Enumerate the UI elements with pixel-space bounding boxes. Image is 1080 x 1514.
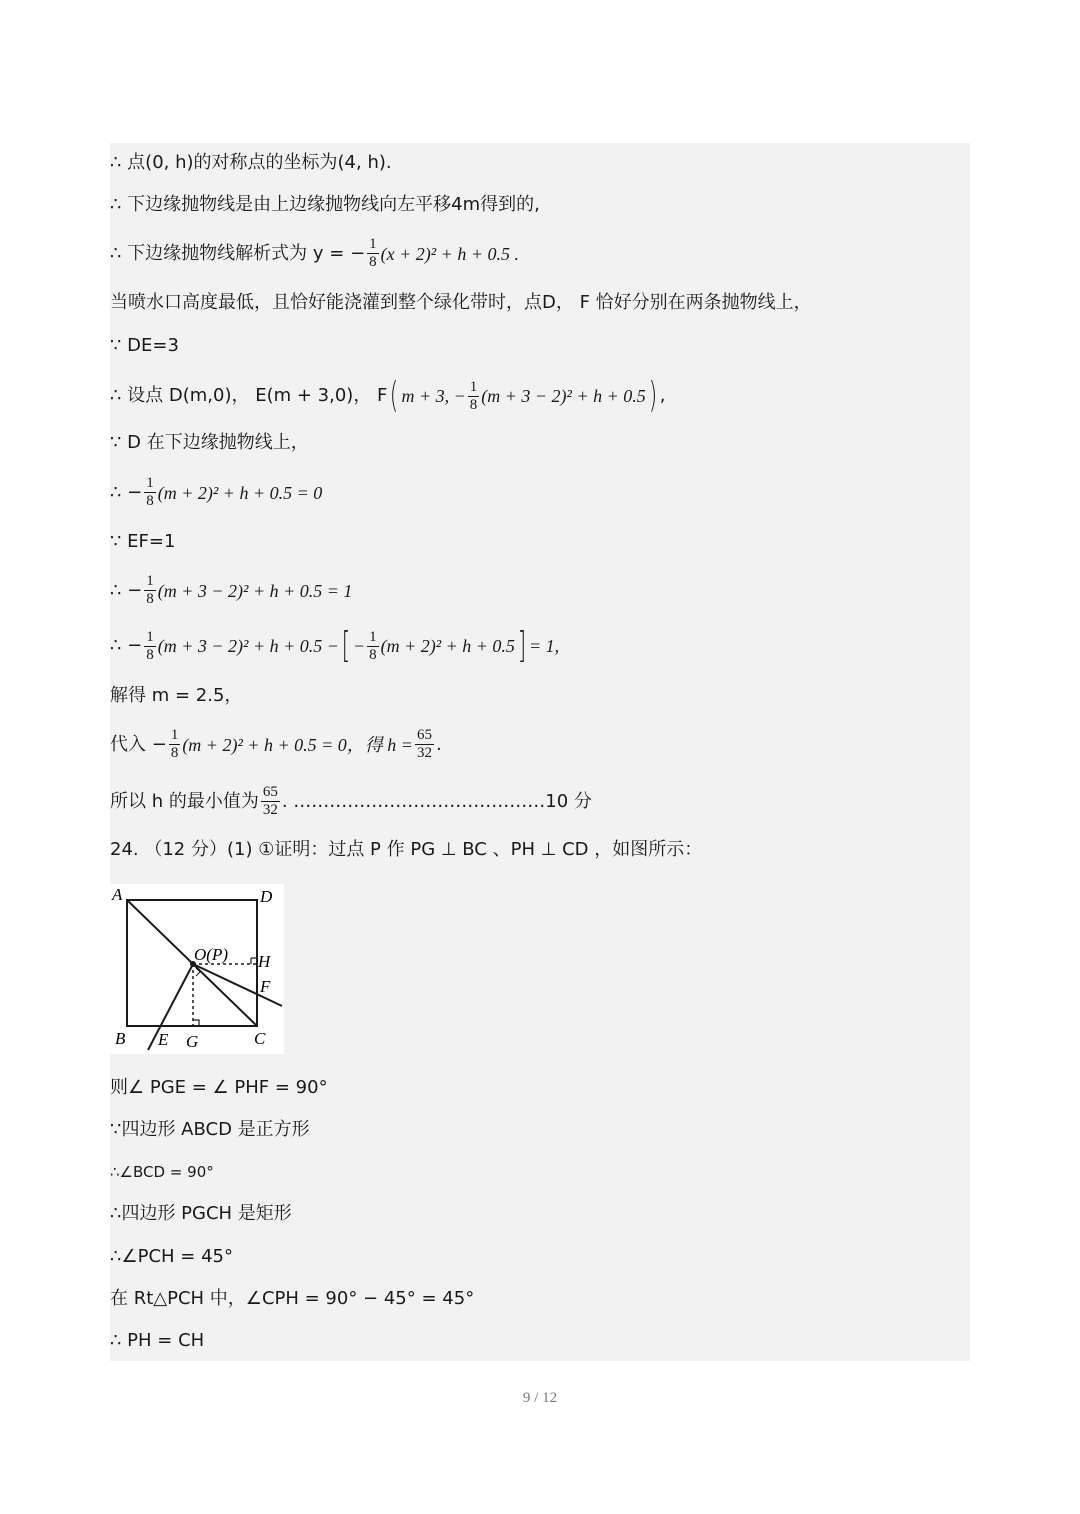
line-eq1 <box>110 475 322 510</box>
denominator: 8 <box>146 646 154 663</box>
line-minimum <box>110 784 592 819</box>
numerator: 1 <box>369 236 377 252</box>
square-diagram <box>110 884 284 1054</box>
line-q24 <box>110 838 702 862</box>
text: ∴四边形 PGCH 是矩形 <box>110 1203 292 1224</box>
line-points <box>110 375 666 416</box>
fraction <box>144 475 156 510</box>
line-de <box>110 334 179 358</box>
numerator: 1 <box>369 628 377 645</box>
fraction <box>367 236 379 271</box>
line-eq2 <box>110 573 352 608</box>
text: ∵ EF=1 <box>110 531 176 552</box>
text: . ……………………………………10 分 <box>281 790 592 812</box>
text: ∵ D 在下边缘抛物线上， <box>110 432 309 453</box>
denominator: 32 <box>262 802 278 818</box>
text: (x + 2)² + h + 0.5 . <box>380 243 519 264</box>
text: 所以 h 的最小值为 <box>110 790 259 812</box>
label-d: D <box>260 887 273 906</box>
text: ∴∠PCH = 45° <box>110 1246 233 1267</box>
line-condition <box>110 291 812 315</box>
text: ∵四边形 ABCD 是正方形 <box>110 1119 310 1140</box>
text: . <box>435 733 442 755</box>
denominator: 8 <box>146 591 154 607</box>
fraction <box>144 573 156 608</box>
text: ∴ − <box>110 635 143 656</box>
text: (m + 3 − 2)² + h + 0.5 <box>481 386 646 406</box>
fraction <box>169 727 181 762</box>
numerator: 1 <box>170 727 179 743</box>
label-c: C <box>254 1029 266 1048</box>
fraction <box>468 379 480 414</box>
text: = 1, <box>528 636 560 656</box>
line-pch <box>110 1245 233 1269</box>
text: 解得 m = 2.5， <box>110 685 243 706</box>
denominator: 8 <box>146 493 154 509</box>
line-rectangle <box>110 1202 292 1226</box>
label-o: O(P) <box>194 945 228 964</box>
line-ef <box>110 530 175 554</box>
text: ∴ 点(0, h)的对称点的坐标为(4, h). <box>110 152 392 173</box>
line-translation <box>110 193 540 217</box>
denominator: 8 <box>369 254 377 270</box>
label-e: E <box>158 1030 169 1049</box>
text: ∴∠BCD = 90° <box>110 1163 214 1181</box>
text: ∴ PH = CH <box>110 1330 205 1351</box>
denominator: 8 <box>469 396 478 413</box>
numerator: 65 <box>262 784 278 800</box>
line-bcd <box>110 1160 214 1184</box>
label-f: F <box>260 977 271 996</box>
text: ∵ DE=3 <box>110 335 179 356</box>
text: (m + 2)² + h + 0.5 = 0 <box>157 482 323 503</box>
fraction <box>144 629 156 664</box>
denominator: 8 <box>369 646 377 663</box>
page-number: 9 / 12 <box>522 1390 558 1406</box>
text: 在 Rt△PCH 中，∠CPH = 90° − 45° = 45° <box>110 1288 475 1309</box>
label-b: B <box>115 1029 126 1048</box>
fraction <box>367 629 379 664</box>
text: 代入 − <box>110 733 167 755</box>
line-solve-m <box>110 684 242 708</box>
text: (m + 2)² + h + 0.5 = 0，得 h = <box>182 734 413 755</box>
numerator: 1 <box>146 475 154 491</box>
line-angles <box>110 1076 328 1100</box>
line-cph <box>110 1287 474 1311</box>
numerator: 65 <box>416 727 432 743</box>
text: , <box>659 385 666 406</box>
line-d-on-parabola <box>110 431 309 455</box>
text: ∴ 设点 D(m,0)， E(m + 3,0)， F <box>110 385 388 406</box>
bracket: [ <box>341 625 351 666</box>
paren: ( <box>390 375 399 416</box>
text: 24. （12 分）(1) ①证明：过点 P 作 PG ⊥ BC 、PH ⊥ CD ，如图所示： <box>110 839 703 860</box>
text: ∴ 下边缘抛物线解析式为 y = − <box>110 242 366 264</box>
label-h: H <box>258 952 271 971</box>
paren: ) <box>648 375 657 416</box>
line-substitute <box>110 727 442 762</box>
label-g: G <box>186 1032 199 1051</box>
text: (m + 3 − 2)² + h + 0.5 − <box>157 636 339 656</box>
text: 则∠ PGE = ∠ PHF = 90° <box>110 1077 328 1098</box>
line-eq3 <box>110 625 560 666</box>
fraction <box>415 727 434 762</box>
label-a: A <box>112 885 123 904</box>
denominator: 8 <box>170 745 179 761</box>
geometry-figure <box>110 884 284 1054</box>
numerator: 1 <box>146 628 154 645</box>
line-ph-ch <box>110 1329 204 1353</box>
text: ∴ − <box>110 579 143 601</box>
bracket: ] <box>517 625 527 666</box>
text: 当喷水口高度最低，且恰好能浇灌到整个绿化带时，点D， F 恰好分别在两条抛物线上， <box>110 292 812 313</box>
line-square <box>110 1118 310 1142</box>
line-symmetric-point <box>110 151 392 175</box>
text: m + 3, − <box>401 386 466 406</box>
line-lower-parabola <box>110 236 519 271</box>
text: ∴ − <box>110 481 143 503</box>
denominator: 32 <box>416 745 432 761</box>
text: (m + 2)² + h + 0.5 <box>380 636 515 656</box>
text: (m + 3 − 2)² + h + 0.5 = 1 <box>157 580 353 601</box>
text: − <box>352 636 366 656</box>
numerator: 1 <box>146 573 154 589</box>
fraction <box>261 784 280 819</box>
numerator: 1 <box>469 378 478 395</box>
text: ∴ 下边缘抛物线是由上边缘抛物线向左平移4m得到的, <box>110 194 540 215</box>
